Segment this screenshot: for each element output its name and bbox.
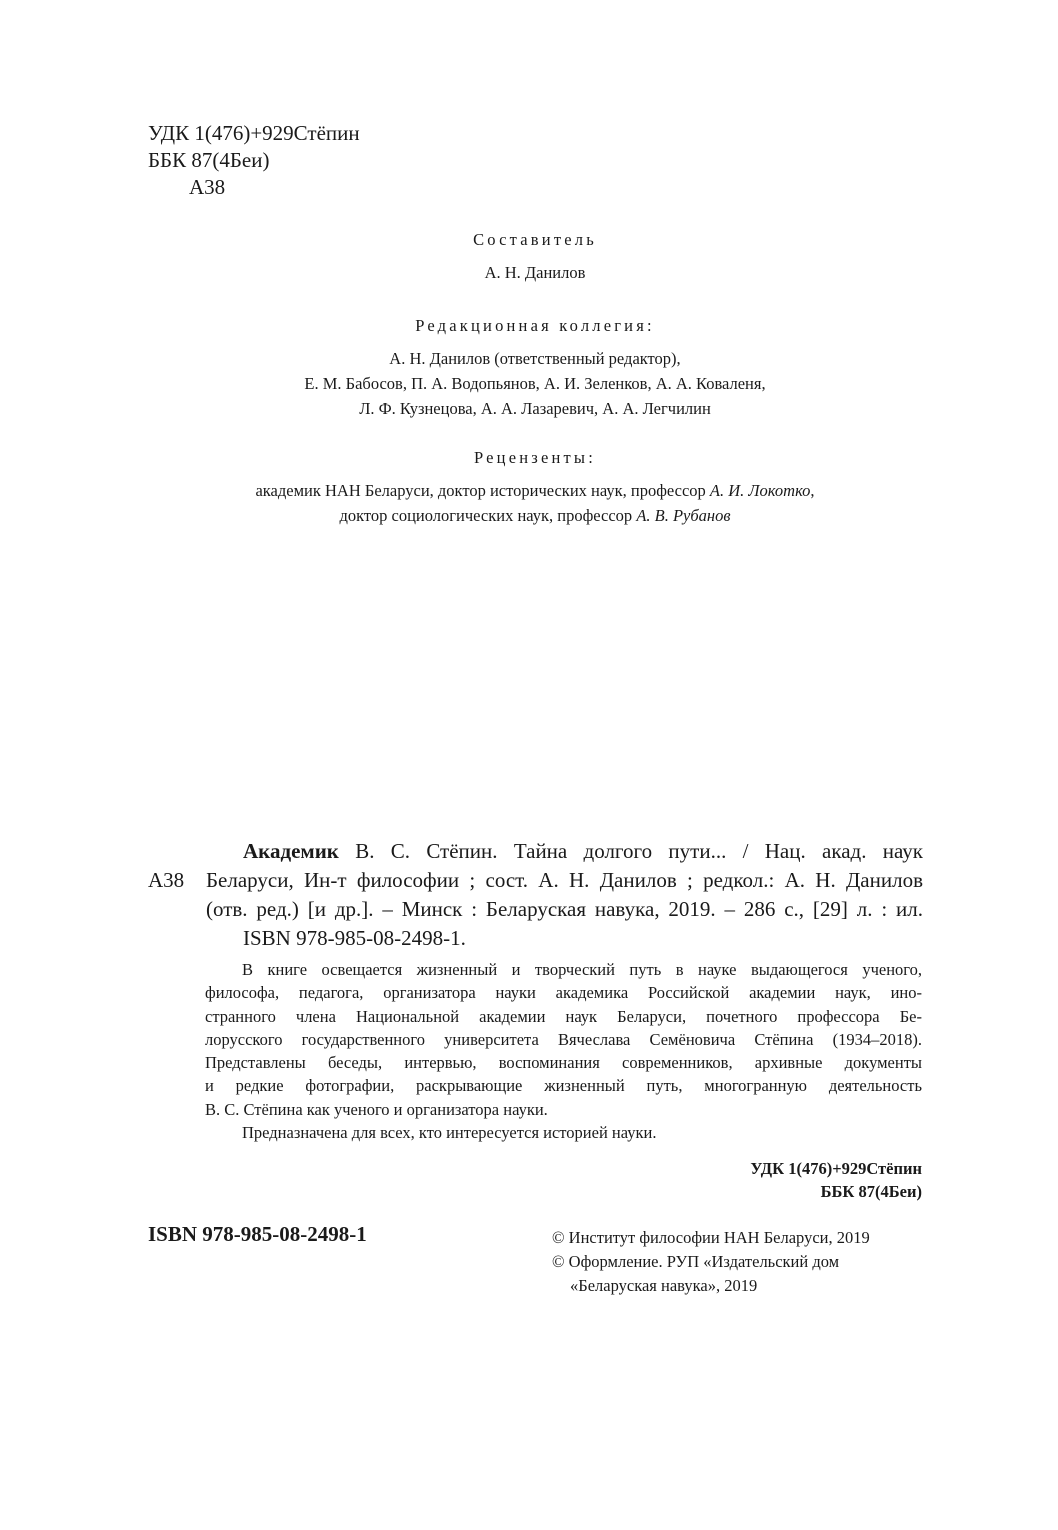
editorial-board-line: Е. М. Бабосов, П. А. Водопьянов, А. И. Зеленков, А. А. Коваленя, <box>304 374 766 393</box>
reviewer-punct: , <box>810 481 815 500</box>
editorial-board-line: Л. Ф. Кузнецова, А. А. Лазаревич, А. А. Легчилин <box>359 399 711 418</box>
compiler-name: А. Н. Данилов <box>484 263 586 282</box>
reviewer-description: доктор социологических наук, профессор <box>339 506 637 525</box>
abstract-line: странного члена Национальной академии наук Беларуси, почетного профессора Бе- <box>205 1006 922 1026</box>
abstract-line: Представлены беседы, интервью, воспоминания современников, архивные документы <box>205 1053 922 1073</box>
editorial-board-line: А. Н. Данилов (ответственный редактор), <box>389 349 681 368</box>
udk-code-footer: УДК 1(476)+929Стёпин <box>750 1159 922 1178</box>
reviewer-line <box>0 478 1058 503</box>
abstract-purpose: Предназначена для всех, кто интересуется историей науки. <box>242 1123 657 1143</box>
bib-author-mark: А38 <box>148 868 185 892</box>
abstract <box>205 958 922 1144</box>
reviewers-section <box>0 448 1058 528</box>
reviewer-line <box>0 503 1058 528</box>
copyright-line: © Институт философии НАН Беларуси, 2019 <box>552 1228 870 1247</box>
copyright-line: © Оформление. РУП «Издательский дом <box>552 1252 840 1271</box>
reviewer-description: академик НАН Беларуси, доктор исторических наук, профессор <box>255 481 710 500</box>
compiler-section <box>0 230 1058 285</box>
reviewer-name: А. В. Рубанов <box>636 506 731 525</box>
bib-line <box>206 837 923 866</box>
bib-title-bold: Академик <box>243 839 339 863</box>
abstract-line: В. С. Стёпина как ученого и организатора науки. <box>205 1099 548 1119</box>
bib-line: (отв. ред.) [и др.]. – Минск : Беларуская навука, 2019. – 286 с., [29] л. : ил. <box>206 897 923 921</box>
author-mark: А38 <box>189 175 226 199</box>
editorial-board-section <box>0 316 1058 421</box>
abstract-line: философа, педагога, организатора науки академика Российской академии наук, ино- <box>205 983 922 1003</box>
abstract-line: лорусского государственного университета Вячеслава Семёновича Стёпина (1934–2018). <box>205 1029 922 1049</box>
abstract-line: и редкие фотографии, раскрывающие жизненный путь, многогранную деятельность <box>205 1076 922 1096</box>
copyright-line: «Беларуская навука», 2019 <box>570 1276 758 1295</box>
bib-line: Беларуси, Ин-т философии ; сост. А. Н. Данилов ; редкол.: А. Н. Данилов <box>206 868 923 892</box>
bib-title-rest: В. С. Стёпин. Тайна долгого пути... / Нац. акад. наук <box>338 839 923 863</box>
abstract-line: В книге освещается жизненный и творческий путь в науке выдающегося ученого, <box>242 960 922 979</box>
editorial-board-heading: Редакционная коллегия: <box>415 316 655 335</box>
bibliographic-record <box>148 837 923 953</box>
reviewers-heading: Рецензенты: <box>473 448 597 467</box>
isbn: ISBN 978-985-08-2498-1 <box>148 1222 367 1246</box>
copyright-block <box>552 1226 870 1298</box>
bbk-code-footer: ББК 87(4Беи) <box>820 1182 922 1201</box>
udk-code: УДК 1(476)+929Стёпин <box>148 121 360 145</box>
classification-header <box>148 120 360 201</box>
compiler-heading: Составитель <box>473 230 597 249</box>
reviewer-name: А. И. Локотко <box>709 481 811 500</box>
classification-footer <box>750 1157 922 1203</box>
bib-isbn: ISBN 978-985-08-2498-1. <box>243 926 466 950</box>
bbk-code: ББК 87(4Беи) <box>148 148 270 172</box>
